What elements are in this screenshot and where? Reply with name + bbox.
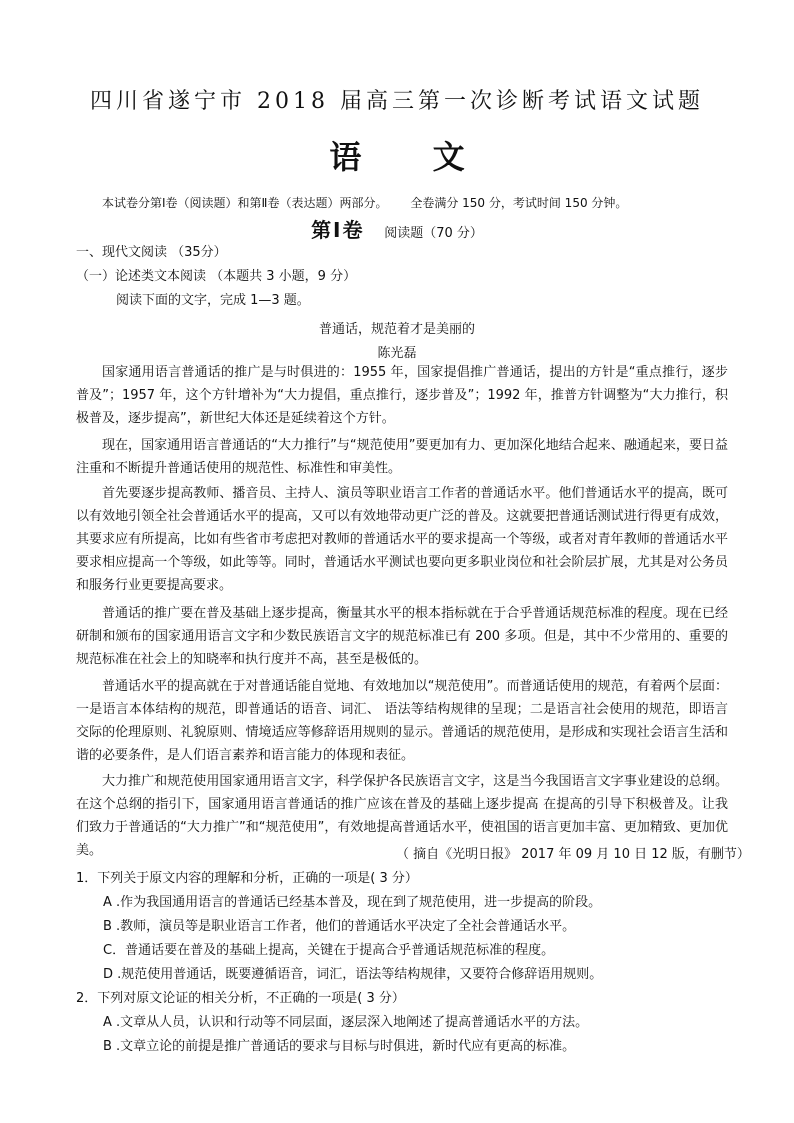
question-stem: 2．下列对原文论证的相关分析，不正确的一项是( 3 分）: [76, 991, 405, 1006]
question-option: A .作为我国通用语言的普通话已经基本普及，现在到了规范使用，进一步提高的阶段。: [103, 895, 602, 910]
article-paragraph: 现在，国家通用语言普通话的“大力推行”与“规范使用”要更加有力、更加深化地结合起来、融通起来，要日益注重和不断提升普通话使用的规范性、标准性和审美性。: [76, 438, 728, 476]
volume-description: 阅读题（70 分）: [384, 226, 483, 241]
sub-section-heading: （一）论述类文本阅读 （本题共 3 小题，9 分）: [76, 269, 357, 284]
question-option: D .规范使用普通话，既要遵循语音，词汇，语法等结构规律，又要符合修辞语用规则。: [103, 967, 603, 982]
article-author: 陈光磊: [377, 346, 417, 361]
volume-label: 第Ⅰ卷: [311, 218, 365, 242]
article-title: 普通话，规范着才是美丽的: [318, 322, 475, 337]
article-paragraph: 大力推广和规范使用国家通用语言文字，科学保护各民族语言文字，这是当今我国语言文字事业建设的总纲。在这个总纲的指引下，国家通用语言普通话的推广应该在普及的基础上逐步提高 在提高的引导下积极普及。让我们致力于普通话的“大力推广”和“规范使用”，有效地提高普通话水平，使祖国的语言更加丰富、更加精致、更加优美。: [76, 774, 728, 858]
article-paragraph: 国家通用语言普通话的推广是与时俱进的：1955 年，国家提倡推广普通话，提出的方针是“重点推行，逐步普及”；1957 年，这个方针增补为“大力提倡，重点推行，逐步普及”；1992 年，推普方针调整为“大力推行，积极普及，逐步提高”，新世纪大体还是延续着这个方针。: [76, 365, 728, 426]
section-heading: 一、现代文阅读 （35分）: [76, 245, 227, 260]
question-option: A .文章从人员，认识和行动等不同层面，逐层深入地阐述了提高普通话水平的方法。: [103, 1015, 589, 1030]
volume-heading: [0, 214, 794, 243]
article-source: （ 摘自《光明日报》 2017 年 09 月 10 日 12 版，有删节）: [396, 847, 750, 862]
article-paragraph: 普通话的推广要在普及基础上逐步提高，衡量其水平的根本指标就在于合乎普通话规范标准的程度。现在已经研制和颁布的国家通用语言文字和少数民族语言文字的规范标准已有 200 多项。但是，其中不少常用的、重要的规范标准在社会上的知晓率和执行度并不高，甚至是极低的。: [76, 606, 728, 667]
question-stem: 1．下列关于原文内容的理解和分析，正确的一项是( 3 分）: [76, 871, 418, 886]
reading-instruction: 阅读下面的文字，完成 1—3 题。: [116, 293, 310, 308]
article-paragraph: 普通话水平的提高就在于对普通话能自觉地、有效地加以“规范使用”。而普通话使用的规范，有着两个层面：一是语言本体结构的规范，即普通话的语音、词汇、 语法等结构规律的呈现；二是语言社会使用的规范，即语言交际的伦理原则、礼貌原则、情境适应等修辞语用规则的显示。普通话的规范使用，是形成和实现社会语言生活和谐的必要条件，是人们语言素养和语言能力的体现和表征。: [76, 679, 728, 763]
exam-info: 本试卷分第Ⅰ卷（阅读题）和第Ⅱ卷（表达题）两部分。 全卷满分 150 分，考试时间 150 分钟。: [102, 196, 628, 210]
question-option: B .文章立论的前提是推广普通话的要求与目标与时俱进，新时代应有更高的标准。: [103, 1039, 576, 1054]
question-option: C．普通话要在普及的基础上提高，关键在于提高合乎普通话规范标准的程度。: [103, 943, 555, 958]
subject-title: 语 文: [329, 138, 495, 176]
article-paragraph: 首先要逐步提高教师、播音员、主持人、演员等职业语言工作者的普通话水平。他们普通话水平的提高，既可以有效地引领全社会普通话水平的提高，又可以有效地带动更广泛的普及。这就要把普通话测试进行得更有成效，其要求应有所提高，比如有些省市考虑把对教师的普通话水平的要求提高一个等级，或者对青年教师的普通话水平要求相应提高一个等级，如此等等。同时，普通话水平测试也要向更多职业岗位和社会阶层扩展，尤其是对公务员和服务行业更要提高要求。: [76, 486, 728, 593]
exam-title: 四川省遂宁市 2018 届高三第一次诊断考试语文试题: [90, 89, 704, 114]
question-option: B .教师，演员等是职业语言工作者，他们的普通话水平决定了全社会普通话水平。: [103, 919, 576, 934]
